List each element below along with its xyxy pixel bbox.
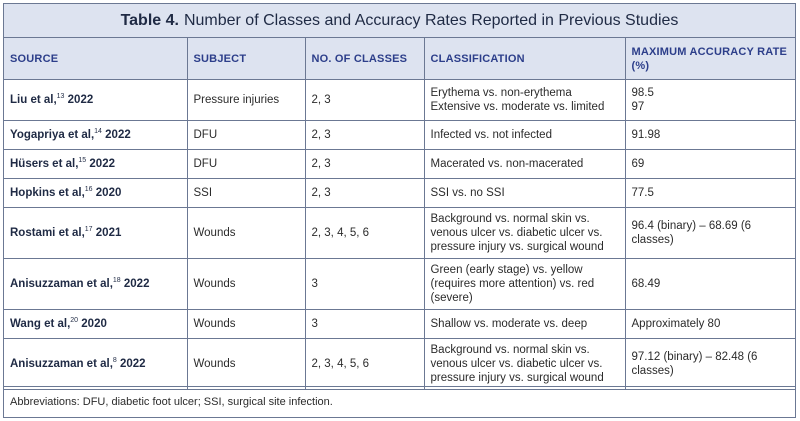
accuracy-cell: 68.49	[625, 259, 795, 310]
subject-cell: Wounds	[187, 310, 305, 339]
table-row	[4, 80, 795, 121]
header-classes: NO. OF CLASSES	[305, 38, 424, 80]
source-cell	[4, 150, 187, 179]
source-cell	[4, 179, 187, 208]
source-cell	[4, 339, 187, 390]
subject-cell: DFU	[187, 150, 305, 179]
subject-cell: DFU	[187, 121, 305, 150]
table-row	[4, 150, 795, 179]
classes-cell: 2, 3	[305, 121, 424, 150]
source-ref: 13	[56, 93, 65, 101]
subject-cell: Wounds	[187, 259, 305, 310]
header-accuracy: MAXIMUM ACCURACY RATE (%)	[625, 38, 795, 80]
source-year: 2021	[92, 227, 122, 239]
source-ref: 14	[94, 128, 102, 136]
source-ref: 18	[112, 277, 121, 285]
classification-line: Erythema vs. non-erythema	[430, 87, 572, 99]
table-row	[4, 339, 795, 390]
accuracy-cell: 69	[625, 150, 795, 179]
source-cell	[4, 208, 187, 259]
classification-line: Extensive vs. moderate vs. limited	[430, 101, 605, 113]
source-name: Hüsers et al,	[10, 158, 79, 170]
header-subject: SUBJECT	[187, 38, 305, 80]
header-row	[4, 38, 795, 80]
source-ref: 20	[70, 317, 79, 325]
accuracy-line: 97	[631, 101, 645, 113]
source-year: 2022	[101, 129, 131, 141]
classes-cell: 2, 3, 4, 5, 6	[305, 208, 424, 259]
accuracy-cell: 77.5	[625, 179, 795, 208]
source-year: 2022	[120, 278, 150, 290]
table-footnote: Abbreviations: DFU, diabetic foot ulcer; SSI, surgical site infection.	[4, 386, 795, 417]
classes-cell: 2, 3	[305, 150, 424, 179]
table-row	[4, 121, 795, 150]
subject-cell: Pressure injuries	[187, 80, 305, 121]
classification-cell: SSI vs. no SSI	[424, 179, 625, 208]
source-ref: 17	[84, 226, 93, 234]
table-row	[4, 208, 795, 259]
source-year: 2022	[64, 94, 94, 106]
classification-cell	[424, 80, 625, 121]
accuracy-cell: Approximately 80	[625, 310, 795, 339]
accuracy-line: 98.5	[631, 87, 654, 99]
table-row	[4, 179, 795, 208]
subject-cell: SSI	[187, 179, 305, 208]
source-name: Anisuzzaman et al,	[10, 278, 113, 290]
source-year: 2020	[92, 187, 122, 199]
source-name: Wang et al,	[10, 318, 71, 330]
header-classification: CLASSIFICATION	[424, 38, 625, 80]
source-name: Liu et al,	[10, 94, 57, 106]
accuracy-cell: 91.98	[625, 121, 795, 150]
source-name: Anisuzzaman et al,	[10, 358, 113, 370]
accuracy-cell: 97.12 (binary) – 82.48 (6 classes)	[625, 339, 795, 390]
classification-cell: Infected vs. not infected	[424, 121, 625, 150]
source-ref: 8	[112, 357, 117, 365]
studies-table	[4, 38, 795, 390]
subject-cell: Wounds	[187, 339, 305, 390]
source-cell	[4, 310, 187, 339]
source-ref: 16	[84, 186, 93, 194]
classes-cell: 3	[305, 310, 424, 339]
classes-cell: 3	[305, 259, 424, 310]
classification-cell: Green (early stage) vs. yellow (requires more attention) vs. red (severe)	[424, 259, 625, 310]
source-cell	[4, 121, 187, 150]
table-title	[4, 4, 795, 38]
source-year: 2022	[116, 358, 146, 370]
classes-cell: 2, 3	[305, 179, 424, 208]
classes-cell: 2, 3, 4, 5, 6	[305, 339, 424, 390]
classes-cell: 2, 3	[305, 80, 424, 121]
source-ref: 15	[78, 157, 87, 165]
source-name: Yogapriya et al,	[10, 129, 95, 141]
source-name: Rostami et al,	[10, 227, 85, 239]
studies-table-card	[3, 3, 796, 418]
classification-cell: Background vs. normal skin vs. venous ulcer vs. diabetic ulcer vs. pressure injury vs. surgical wound	[424, 208, 625, 259]
table-row	[4, 259, 795, 310]
accuracy-cell	[625, 80, 795, 121]
source-cell	[4, 80, 187, 121]
classification-cell: Background vs. normal skin vs. venous ulcer vs. diabetic ulcer vs. pressure injury vs. surgical wound	[424, 339, 625, 390]
source-year: 2022	[86, 158, 115, 170]
table-title-text: Number of Classes and Accuracy Rates Reported in Previous Studies	[183, 11, 679, 29]
accuracy-cell: 96.4 (binary) – 68.69 (6 classes)	[625, 208, 795, 259]
source-name: Hopkins et al,	[10, 187, 85, 199]
table-row	[4, 310, 795, 339]
source-cell	[4, 259, 187, 310]
source-year: 2020	[78, 318, 107, 330]
classification-cell: Shallow vs. moderate vs. deep	[424, 310, 625, 339]
header-source: SOURCE	[4, 38, 187, 80]
table-title-label: Table 4.	[120, 11, 179, 29]
classification-cell: Macerated vs. non-macerated	[424, 150, 625, 179]
subject-cell: Wounds	[187, 208, 305, 259]
